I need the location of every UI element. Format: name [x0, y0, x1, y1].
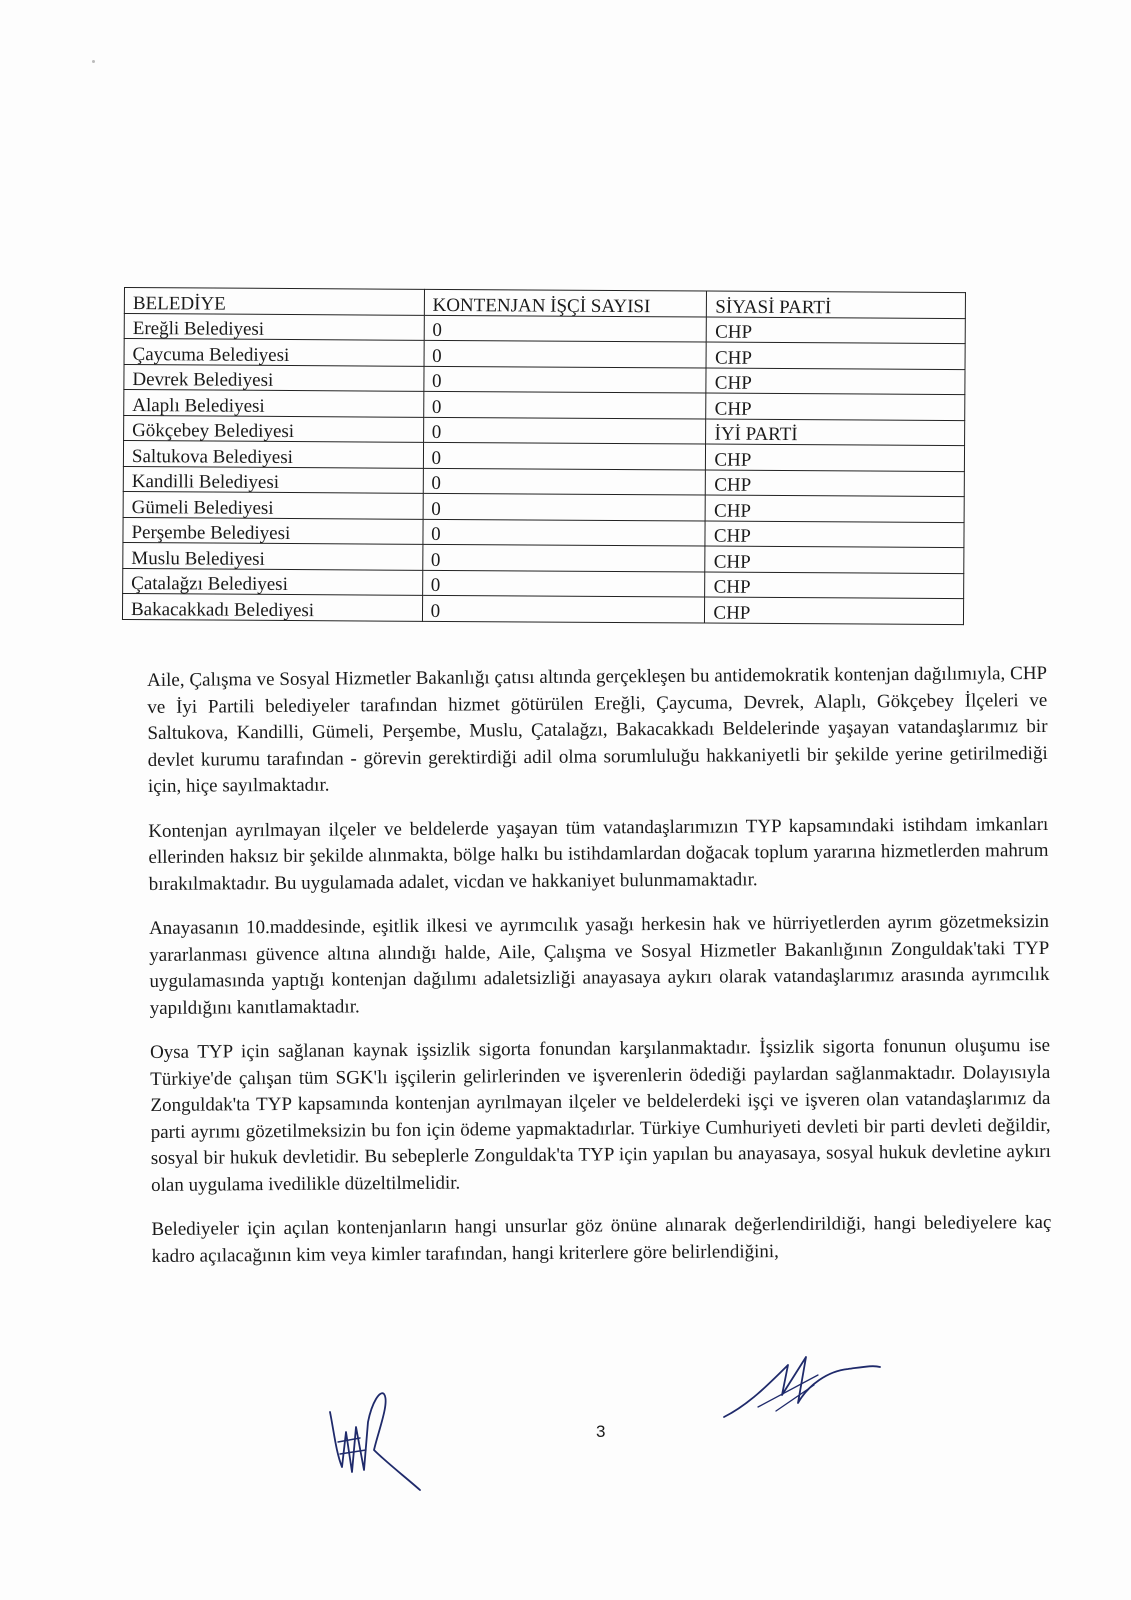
municipality-cell: Çaycuma Belediyesi — [124, 339, 424, 366]
municipality-cell: Saltukova Belediyesi — [123, 441, 423, 468]
table-row — [123, 542, 964, 573]
paragraph: Anayasanın 10.maddesinde, eşitlik ilkesi ve ayrımcılık yasağı herkesin hak ve hürriyetlerden ayrım gözetmeksizin yararlanması güvence altına alındığı halde, Aile, Çalışma ve Sosyal Hizmetler Bakanlığının Zonguldak'taki TYP uygulamasında yaptığı kontenjan dağılımı adaletsizliği anayasaya aykırı olarak vatandaşlarımız arasında ayrımcılık yapıldığını kanıtlamaktadır. — [148, 910, 1050, 1019]
scan-speck — [92, 60, 95, 63]
table-row — [123, 441, 964, 472]
quota-cell: 0 — [424, 315, 707, 342]
party-cell: CHP — [705, 597, 964, 624]
paragraph: Oysa TYP için sağlanan kaynak işsizlik sigorta fonundan karşılanmaktadır. İşsizlik sigorta fonunun oluşumu ise Türkiye'de çalışan tüm SGK'lı işçilerin gelirlerinden ve işverenlerin ödediği paylardan sağlanmaktadır. Dolayısıyla Zonguldak'ta TYP kapsamında kontenjan ayrılmayan ilçeler ve beldelerdeki işçi ve işveren olan vatandaşlarımız da parti ayrımı gözetilmeksizin bu fon için ödeme yapmaktadırlar. Türkiye Cumhuriyeti devleti bir parti devleti değildir, sosyal bir hukuk devletidir. Bu sebeplerle Zonguldak'ta TYP için yapılan bu anayasaya, sosyal hukuk devletine aykırı olan uygulama ivedilikle düzeltilmelidir. — [149, 1034, 1051, 1196]
party-cell: CHP — [705, 572, 964, 599]
paragraph: Aile, Çalışma ve Sosyal Hizmetler Bakanlığı çatısı altında gerçekleşen bu antidemokratik kontenjan dağılımıyla, CHP ve İyi Partili belediyeler tarafından hizmet götürülen Ereğli, Çaycuma, Devrek, Alaplı, Gökçebey İlçeleri ve Saltukova, Kandilli, Gümeli, Perşembe, Muslu, Çatalağzı, Bakacakkadı Beldelerinde yaşayan vatandaşlarımız bir devlet kurumu tarafından - görevin gerektirdiği adil olma sorumluluğu hakkaniyetli bir şekilde yerine getirilmediği için, hiçe sayılmaktadır. — [147, 662, 1048, 797]
quota-cell: 0 — [423, 493, 706, 520]
municipality-cell: Çatalağzı Belediyesi — [123, 568, 423, 595]
table-row — [124, 364, 965, 395]
table-row — [124, 339, 965, 370]
page-number: 3 — [596, 1422, 606, 1441]
municipality-cell: Gökçebey Belediyesi — [124, 415, 424, 442]
table-row — [124, 415, 965, 446]
party-cell: İYİ PARTİ — [706, 419, 965, 446]
paragraph: Kontenjan ayrılmayan ilçeler ve beldelerde yaşayan tüm vatandaşlarımızın TYP kapsamındaki istihdam imkanları ellerinden haksız bir şekilde alınmakta, bölge halkı bu istihdamlardan doğacak toplum yararına hizmetlerden mahrum bırakılmaktadır. Bu uygulamada adalet, vicdan ve hakkaniyet bulunmamaktadır. — [148, 813, 1049, 895]
quota-cell: 0 — [422, 595, 705, 622]
municipality-cell: Alaplı Belediyesi — [124, 390, 424, 417]
quota-cell: 0 — [424, 340, 707, 367]
party-cell: CHP — [705, 521, 964, 548]
municipality-cell: Gümeli Belediyesi — [123, 491, 423, 518]
quota-cell: 0 — [423, 366, 706, 393]
party-cell: CHP — [706, 444, 965, 471]
quota-cell: 0 — [423, 442, 706, 469]
table-body — [122, 313, 965, 624]
signature-left — [320, 1372, 440, 1492]
party-cell: CHP — [706, 368, 965, 395]
party-cell: CHP — [705, 546, 964, 573]
municipality-cell: Devrek Belediyesi — [124, 364, 424, 391]
party-cell: CHP — [706, 342, 965, 369]
paragraph: Belediyeler için açılan kontenjanların hangi unsurlar göz önüne alınarak değerlendirildiği, hangi belediyelere kaç kadro açılacağının kim veya kimler tarafından, hangi kriterlere göre belirlendiğini, — [151, 1211, 1052, 1267]
party-cell: CHP — [706, 393, 965, 420]
header-municipality: BELEDİYE — [124, 288, 424, 315]
municipality-cell: Kandilli Belediyesi — [123, 466, 423, 493]
party-cell: CHP — [707, 317, 966, 344]
quota-cell: 0 — [423, 468, 706, 495]
quota-cell: 0 — [422, 544, 705, 571]
quota-cell: 0 — [423, 417, 706, 444]
table-row — [123, 491, 964, 522]
municipality-cell: Bakacakkadı Belediyesi — [122, 593, 422, 620]
party-cell: CHP — [706, 470, 965, 497]
table-row — [124, 390, 965, 421]
table-row — [123, 466, 964, 497]
table-row — [124, 313, 965, 344]
header-quota: KONTENJAN İŞÇİ SAYISI — [424, 289, 707, 316]
table-row — [123, 568, 964, 599]
municipality-cell: Ereğli Belediyesi — [124, 313, 424, 340]
municipality-cell: Muslu Belediyesi — [123, 542, 423, 569]
body-text — [147, 661, 1052, 1288]
header-party: SİYASİ PARTİ — [707, 291, 966, 318]
municipality-quota-table — [122, 287, 966, 625]
table-row — [123, 517, 964, 548]
party-cell: CHP — [706, 495, 965, 522]
quota-cell: 0 — [423, 391, 706, 418]
quota-cell: 0 — [422, 570, 705, 597]
table-row — [122, 593, 963, 624]
signature-right — [718, 1345, 888, 1445]
quota-cell: 0 — [423, 519, 706, 546]
municipality-cell: Perşembe Belediyesi — [123, 517, 423, 544]
